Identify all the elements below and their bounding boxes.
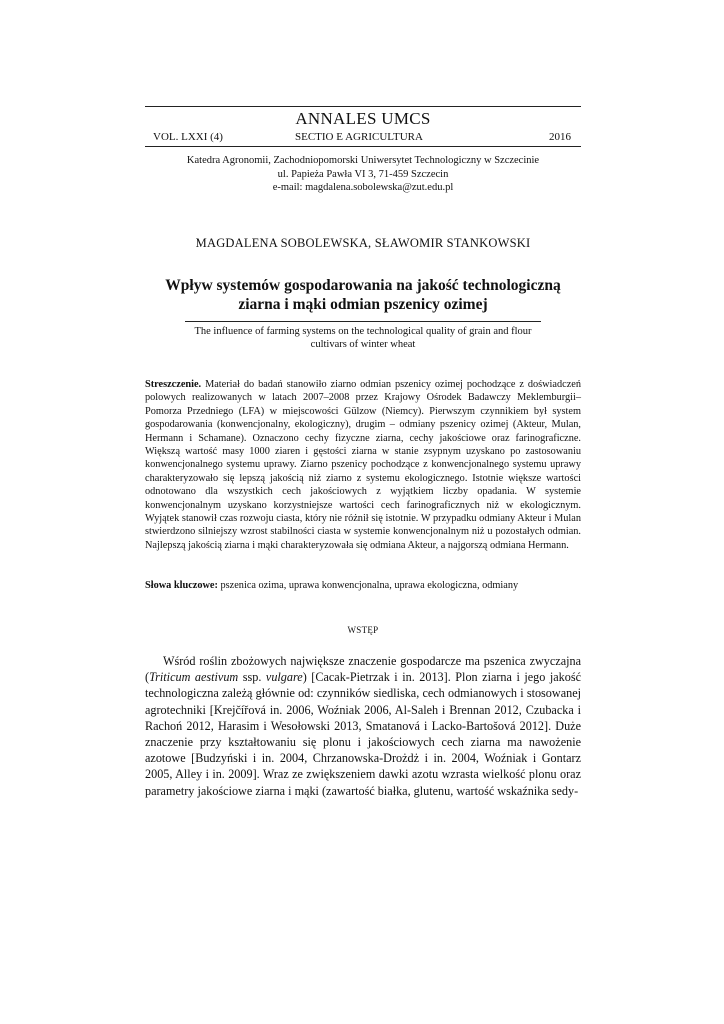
affiliation-address: ul. Papieża Pawła VI 3, 71-459 Szczecin	[277, 168, 449, 180]
abstract-text: Materiał do badań stanowiło ziarno odmian pszenicy ozimej pochodzące z doświadczeń polowych realizowanych w latach 2007–2008 przez Krajowy Ośrodek Badawczy Meklemburgii–Pomorza Przedniego (LFA) w miejscowości Gülzow (Niemcy). Pierwszym czynnikiem był system gospodarowania (konwencjonalny, ekologiczny), drugim – odmiany pszenicy ozimej (Akteur, Mulan, Hermann i Schamane). Oznaczono cechy fizyczne ziarna, cechy jakościowe oraz farinograficzne. Większą wartość masy 1000 ziaren i gęstości ziarna w stanie zsypnym uzyskano po zastosowaniu konwencjonalnego systemu uprawy. Ziarno pszenicy pochodzące z konwencjonalnego systemu uprawy charakteryzowało się lepszą jakością niż ziarno z systemu ekologicznego. Istotnie większe wartości odnotowano dla wszystkich cech jakościowych z wyjątkiem liczby opadania. W systemie konwencjonalnym uzyskano korzystniejsze wartości cech farinograficznych niż w ekologicznym. Wyjątek stanowił czas rozwoju ciasta, który nie różnił się istotnie. W przypadku odmiany Akteur i Mulan stwierdzono silniejszy wzrost stabilności ciasta w systemie konwencjonalnym niż u pozostałych odmian. Najlepszą jakością ziarna i mąki charakteryzowała się odmiana Akteur, a najgorszą odmiana Hermann.	[145, 379, 582, 551]
section-heading: WSTĘP	[347, 625, 379, 635]
intro-text-2: ) [Cacak-Pietrzak i in. 2013]. Plon ziarna i jego jakość technologiczna zależą głównie od: czynników siedliska, cech odmianowych i stosowanej agrotechniki [Krejčířová in. 2006, Woźniak 2006, Al-Saleh i Brennan 2012, Czubacka i Rachoń 2012, Harasim i Wesołowski 2013, Smatanová i Lacko-Bartošová 2012]. Duże znaczenie przy kształtowaniu się plonu i jakościowych cech ziarna ma nawożenie azotowe [Budzyński i in. 2004, Chrzanowska-Drożdż i in. 2004, Woźniak i Gontarz 2005, Alley i in. 2009]. Wraz ze zwiększeniem dawki azotu wzrasta wielkość plonu oraz parametry jakościowe ziarna i mąki (zawartość białka, glutenu, wartość wskaźnika sedy-	[145, 670, 581, 798]
affiliation	[145, 154, 581, 195]
abstract-label: Streszczenie.	[145, 379, 202, 390]
affiliation-email: e-mail: magdalena.sobolewska@zut.edu.pl	[272, 182, 454, 193]
affiliation-institution: Katedra Agronomii, Zachodniopomorski Uniwersytet Technologiczny w Szczecinie	[186, 155, 540, 166]
intro-ssp: ssp.	[238, 670, 266, 685]
english-title-line-2: cultivars of winter wheat	[310, 339, 416, 350]
abstract	[145, 378, 581, 552]
paper-title-line-1: Wpływ systemów gospodarowania na jakość technologiczną	[165, 277, 561, 294]
journal-section: SECTIO E AGRICULTURA	[295, 131, 423, 143]
english-title-line-1: The influence of farming systems on the technological quality of grain and flour	[194, 326, 532, 337]
intro-paragraph	[145, 653, 581, 799]
journal-volume: VOL. LXXI (4)	[153, 131, 223, 143]
journal-meta	[145, 131, 581, 145]
keywords-label: Słowa kluczowe:	[145, 580, 218, 591]
header-top-rule	[145, 106, 581, 107]
authors: MAGDALENA SOBOLEWSKA, SŁAWOMIR STANKOWSKI	[195, 236, 531, 250]
paper-title-line-2: ziarna i mąki odmian pszenicy ozimej	[238, 295, 488, 313]
intro-text-1: Wśród roślin zbożowych największe znaczenie gospodarcze ma pszenica zwyczajna (	[145, 654, 581, 685]
title-rule	[185, 321, 541, 322]
journal-title: ANNALES UMCS	[295, 109, 431, 128]
keywords-text: pszenica ozima, uprawa konwencjonalna, uprawa ekologiczna, odmiany	[220, 580, 519, 591]
journal-year: 2016	[549, 131, 571, 143]
header-bottom-rule	[145, 146, 581, 147]
english-title	[145, 325, 581, 351]
paper-title	[145, 277, 581, 314]
keywords	[145, 579, 581, 592]
intro-species: Triticum aestivum	[149, 670, 239, 685]
intro-subspecies: vulgare	[265, 670, 303, 685]
